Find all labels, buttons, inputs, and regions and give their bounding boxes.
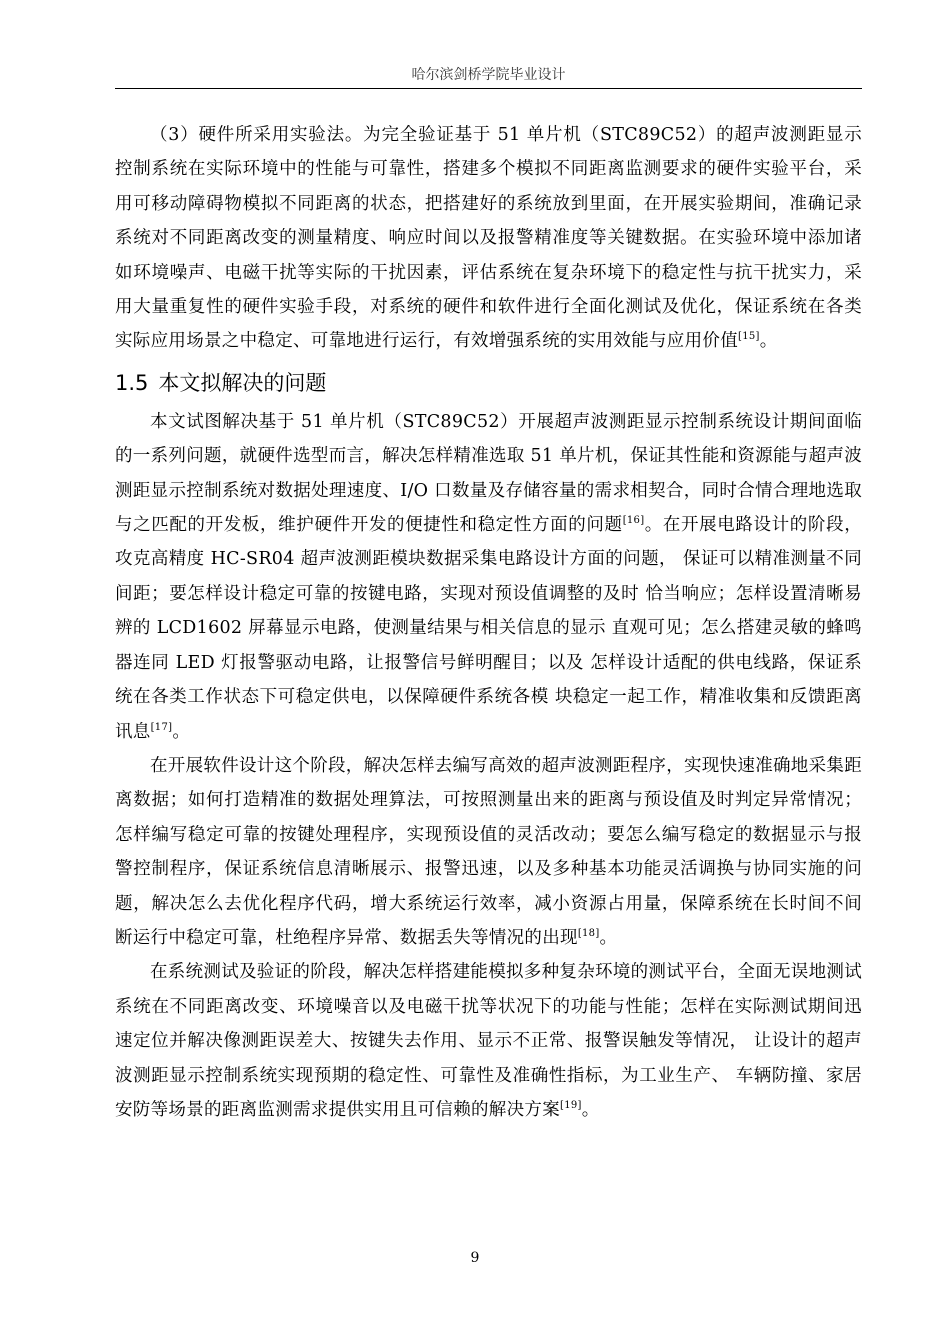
citation-ref: [17]: [150, 721, 173, 733]
paragraph-text: 在开展软件设计这个阶段，解决怎样去编写高效的超声波测距程序，实现快速准确地采集距离数据；如何打造精准的数据处理算法，可按照测量出来的距离与预设值及时判定异常情况；怎样编写稳定可靠的按键处理程序，实现预设值的灵活改动；要怎么编写稳定的数据显示与报警控制程序，保证系统信息清晰展示、报警迅速，以及多种基本功能灵活调换与协同实施的问题，解决怎么去优化程序代码，增大系统运行效率，减小资源占用量，保障系统在长时间不间断运行中稳定可靠，杜绝程序异常、数据丢失等情况的出现: [115, 755, 862, 948]
paragraph-tail: 。: [759, 331, 778, 352]
paragraph-problems-hardware: [115, 405, 862, 749]
paragraph-text: 本文试图解决基于 51 单片机（STC89C52）开展超声波测距显示控制系统设计期间面临的一系列问题，就硬件选型而言，解决怎样精准选取 51 单片机，保证其性能和资源能与超声波测距显示控制系统对数据处理速度、I/O 口数量及存储容量的需求相契合，同时合情合理地选取与之匹配的开发板，维护硬件开发的便捷性和稳定性方面的问题: [115, 411, 862, 536]
citation-ref: [18]: [577, 928, 600, 940]
page-body: [115, 118, 862, 1127]
citation-ref: [16]: [622, 515, 645, 527]
page-header: 哈尔滨剑桥学院毕业设计: [411, 67, 566, 83]
section-title: 本文拟解决的问题: [158, 370, 327, 395]
paragraph-text: 在系统测试及验证的阶段，解决怎样搭建能模拟多种复杂环境的测试平台，全面无误地测试系统在不同距离改变、环境噪音以及电磁干扰等状况下的功能与性能；怎样在实际测试期间迅速定位并解决像测距误差大、按键失去作用、显示不正常、报警误触发等情况， 让设计的超声波测距显示控制系统实现预期的稳定性、可靠性及准确性指标，为工业生产、 车辆防撞、家居安防等场景的距离监测需求提供实用且可信赖的解决方案: [115, 962, 862, 1120]
citation-ref: [15]: [738, 331, 760, 343]
header-rule: [115, 88, 862, 89]
paragraph-tail: 。: [581, 1099, 600, 1120]
paragraph-problems-software: [115, 749, 862, 955]
paragraph-text: （3）硬件所采用实验法。为完全验证基于 51 单片机（STC89C52）的超声波测距显示控制系统在实际环境中的性能与可靠性，搭建多个模拟不同距离监测要求的硬件实验平台，采用可移动障碍物模拟不同距离的状态，把搭建好的系统放到里面，在开展实验期间，准确记录系统对不同距离改变的测量精度、响应时间以及报警精准度等关键数据。在实验环境中添加诸如环境噪声、电磁干扰等实际的干扰因素，评估系统在复杂环境下的稳定性与抗干扰实力，采用大量重复性的硬件实验手段，对系统的硬件和软件进行全面化测试及优化，保证系统在各类实际应用场景之中稳定、可靠地进行运行，有效增强系统的实用效能与应用价值: [115, 125, 862, 352]
paragraph-hardware-experiment: [115, 118, 862, 359]
section-number: 1.5: [115, 370, 149, 395]
paragraph-text: 。在开展电路设计的阶段，攻克高精度 HC-SR04 超声波测距模块数据采集电路设计方面的问题， 保证可以精准测量不同间距；要怎样设计稳定可靠的按键电路，实现对预设值调整的及时 恰当响应；怎样设置清晰易辨的 LCD1602 屏幕显示电路，使测量结果与相关信息的显示 直观可见；怎么搭建灵敏的蜂鸣器连同 LED 灯报警驱动电路，让报警信号鲜明醒目；以及 怎样设计适配的供电线路，保证系统在各类工作状态下可稳定供电，以保障硬件系统各模 块稳定一起工作，精准收集和反馈距离讯息: [115, 515, 862, 742]
paragraph-tail: 。: [599, 927, 618, 948]
citation-ref: [19]: [560, 1100, 582, 1112]
paragraph-tail: 。: [172, 721, 191, 742]
paragraph-problems-testing: [115, 955, 862, 1127]
section-heading: [115, 359, 862, 405]
page-number: 9: [470, 1250, 480, 1266]
